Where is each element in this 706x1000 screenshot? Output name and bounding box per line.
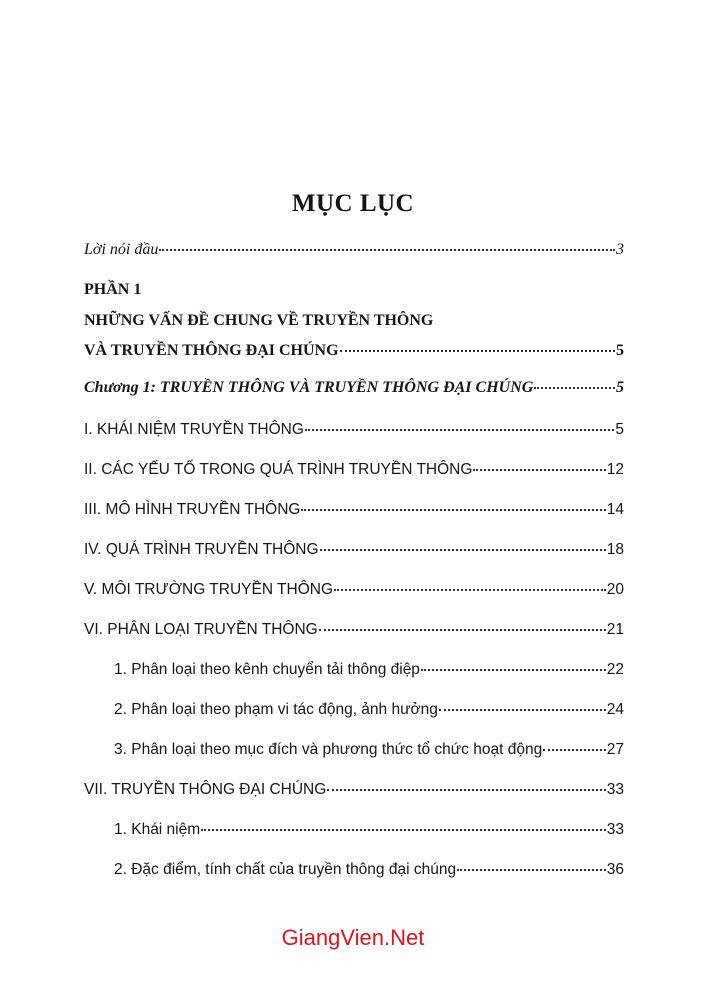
leader-dots (305, 429, 614, 431)
toc-entry-page: 12 (606, 461, 624, 478)
toc-entry-label: 2. Đặc điểm, tính chất của truyền thông đại chúng (114, 861, 457, 878)
part-title-line1: NHỮNG VẤN ĐỀ CHUNG VỀ TRUYỀN THÔNG (84, 312, 434, 329)
toc-entry-page: 3 (616, 241, 624, 258)
toc-entry[interactable] (84, 540, 624, 560)
toc-entry-chapter[interactable] (84, 378, 624, 398)
toc-entry-label: IV. QUÁ TRÌNH TRUYỀN THÔNG (84, 541, 319, 558)
leader-dots (334, 589, 606, 591)
toc-entry-page: 27 (606, 741, 624, 758)
toc-subentry[interactable] (114, 700, 624, 720)
toc-entry-page: 5 (615, 421, 624, 438)
toc-entry-page: 5 (616, 379, 624, 396)
toc-entry-label: II. CÁC YẾU TỐ TRONG QUÁ TRÌNH TRUYỀN THÔNG (84, 461, 473, 478)
toc-entry-page: 21 (606, 621, 624, 638)
toc-entry-page: 20 (606, 581, 624, 598)
toc-entry-page: 14 (606, 501, 624, 518)
leader-dots (301, 509, 605, 511)
toc-entry-label: 3. Phân loại theo mục đích và phương thức tổ chức hoạt động (114, 741, 543, 758)
toc-entry-page: 24 (606, 701, 624, 718)
leader-dots (534, 387, 615, 389)
toc-entry[interactable] (84, 420, 624, 440)
toc-subentry[interactable] (114, 820, 624, 840)
leader-dots (159, 249, 615, 251)
toc-entry-page: 18 (606, 541, 624, 558)
toc-entry-part[interactable] (84, 341, 624, 361)
part-heading: PHẦN 1 (84, 281, 142, 298)
toc-entry-page: 33 (606, 821, 624, 838)
toc-entry-label: 1. Khái niệm (114, 821, 201, 838)
leader-dots (327, 789, 605, 791)
toc-entry-label: V. MÔI TRƯỜNG TRUYỀN THÔNG (84, 581, 334, 598)
leader-dots (457, 869, 606, 871)
toc-entry-label: 1. Phân loại theo kênh chuyển tải thông điệp (114, 661, 420, 678)
toc-entry-label: III. MÔ HÌNH TRUYỀN THÔNG (84, 501, 301, 518)
toc-entry-label: Chương 1: TRUYỀN THÔNG VÀ TRUYỀN THÔNG ĐẠI CHÚNG (84, 379, 534, 396)
toc-entry[interactable] (84, 460, 624, 480)
leader-dots (320, 549, 606, 551)
toc-entry-label: I. KHÁI NIỆM TRUYỀN THÔNG (84, 421, 304, 438)
leader-dots (319, 629, 606, 631)
toc-subentry[interactable] (114, 860, 624, 880)
toc-entry-preface[interactable] (84, 240, 624, 260)
toc-entry-page: 36 (606, 861, 624, 878)
toc-entry[interactable] (84, 620, 624, 640)
leader-dots (201, 829, 606, 831)
toc-entry[interactable] (84, 780, 624, 800)
leader-dots (421, 669, 606, 671)
toc-entry-label: VI. PHÂN LOẠI TRUYỀN THÔNG (84, 621, 318, 638)
toc-entry-label: VII. TRUYỀN THÔNG ĐẠI CHÚNG (84, 781, 327, 798)
leader-dots (439, 709, 606, 711)
toc-entry-page: 33 (606, 781, 624, 798)
toc-subentry[interactable] (114, 740, 624, 760)
toc-entry-page: 22 (606, 661, 624, 678)
toc-entry-label: Lời nói đầu (84, 241, 159, 258)
leader-dots (543, 749, 606, 751)
toc-entry-label: 2. Phân loại theo phạm vi tác động, ảnh hưởng (114, 701, 438, 718)
leader-dots (340, 350, 615, 352)
toc-entry[interactable] (84, 580, 624, 600)
toc-entry-page: 5 (616, 342, 624, 359)
toc-subentry[interactable] (114, 660, 624, 680)
toc-entry-label: VÀ TRUYỀN THÔNG ĐẠI CHÚNG (84, 342, 339, 359)
leader-dots (473, 469, 605, 471)
toc-entry[interactable] (84, 500, 624, 520)
watermark: GiangVien.Net (281, 925, 425, 950)
page-title: MỤC LỤC (291, 190, 415, 217)
